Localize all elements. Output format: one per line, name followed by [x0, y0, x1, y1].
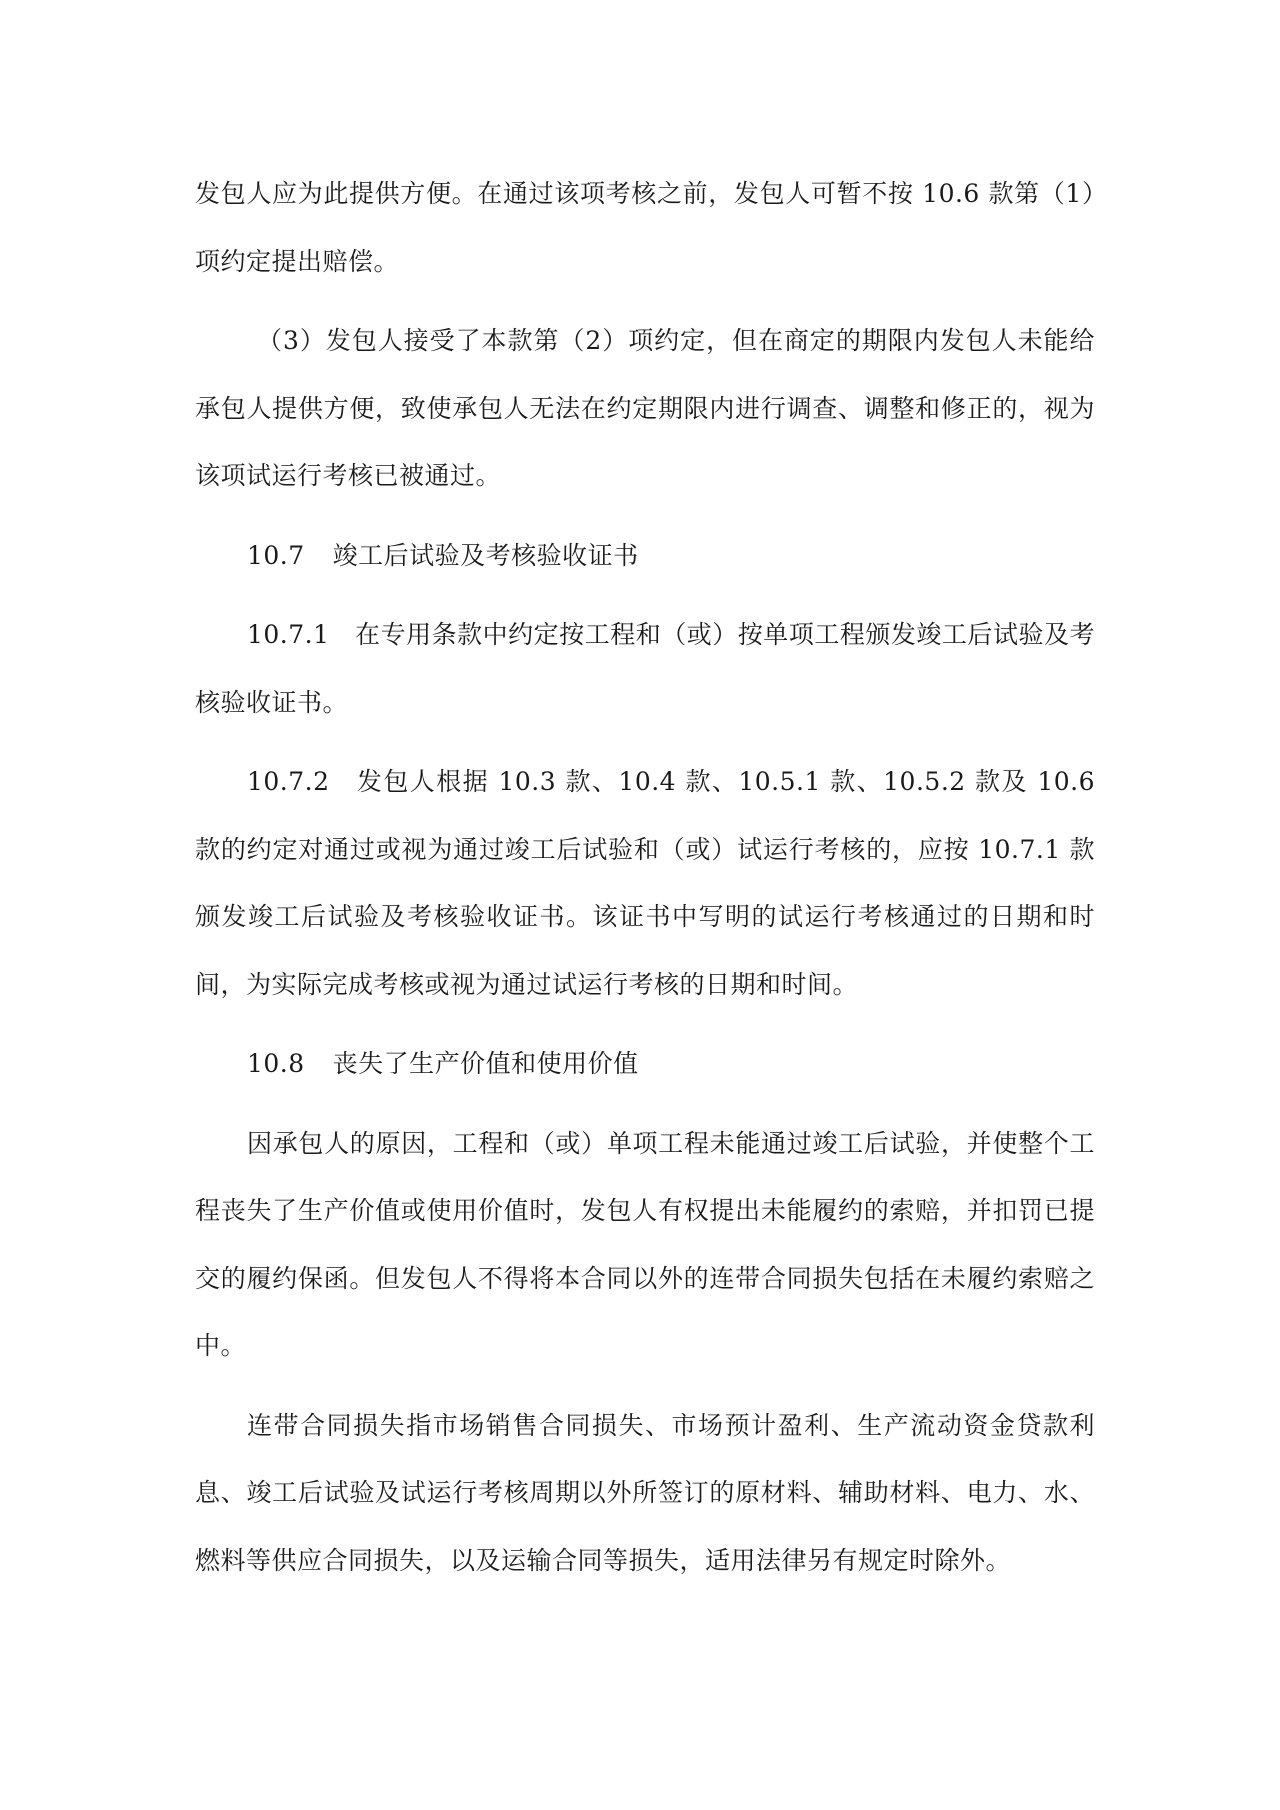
paragraph-10-8-b: 连带合同损失指市场销售合同损失、市场预计盈利、生产流动资金贷款利息、竣工后试验及试运行考核周期以外所签订的原材料、辅助材料、电力、水、燃料等供应合同损失，以及运输合同等损失，适用法律另有规定时除外。: [195, 1410, 1095, 1575]
section-heading-10-7: [195, 522, 1095, 590]
section-title: 竣工后试验及考核验收证书: [332, 540, 639, 570]
document-page: [195, 160, 1095, 1606]
section-heading-10-8: [195, 1030, 1095, 1098]
paragraph-10-7-2: 10.7.2 发包人根据 10.3 款、10.4 款、10.5.1 款、10.5.2 款及 10.6 款的约定对通过或视为通过竣工后试验和（或）试运行考核的，应按 10.7.1 款颁发竣工后试验及考核验收证书。该证书中写明的试运行考核通过的日期和时间，为实际完成考核或视为通过试运行考核的日期和时间。: [195, 767, 1095, 999]
paragraph-10-7-1: 10.7.1 在专用条款中约定按工程和（或）按单项工程颁发竣工后试验及考核验收证书。: [195, 620, 1095, 717]
section-number: 10.7: [247, 540, 305, 570]
section-number: 10.8: [247, 1049, 305, 1078]
paragraph-continuation: 发包人应为此提供方便。在通过该项考核之前，发包人可暂不按 10.6 款第（1）项约定提出赔偿。: [195, 179, 1095, 276]
section-title: 丧失了生产价值和使用价值: [332, 1049, 639, 1078]
paragraph-10-8-a: 因承包人的原因，工程和（或）单项工程未能通过竣工后试验，并使整个工程丧失了生产价值或使用价值时，发包人有权提出未能履约的索赔，并扣罚已提交的履约保函。但发包人不得将本合同以外的连带合同损失包括在未履约索赔之中。: [195, 1128, 1095, 1360]
paragraph-item-3: （3）发包人接受了本款第（2）项约定，但在商定的期限内发包人未能给承包人提供方便，致使承包人无法在约定期限内进行调查、调整和修正的，视为该项试运行考核已被通过。: [195, 326, 1095, 490]
